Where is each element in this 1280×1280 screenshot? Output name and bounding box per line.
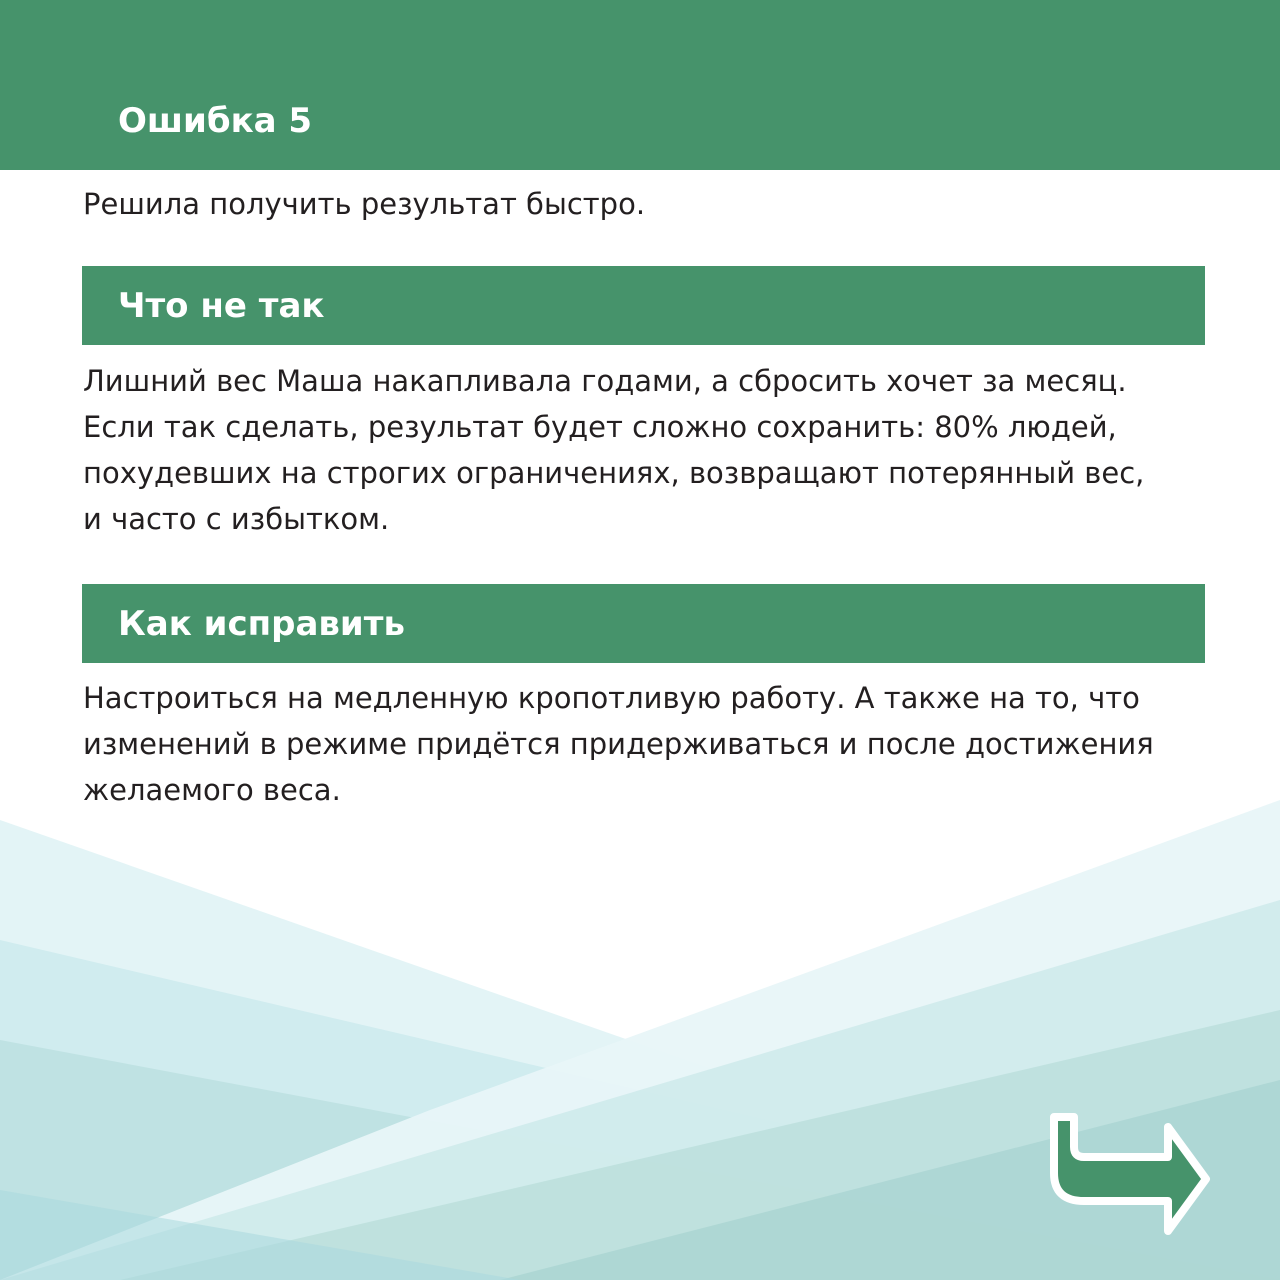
header-band — [0, 0, 1280, 170]
arrow-right-icon — [1036, 1105, 1226, 1250]
whats-wrong-heading-bar — [82, 266, 1205, 345]
how-to-fix-title: Как исправить — [118, 604, 405, 644]
whats-wrong-line: и часто с избытком. — [83, 502, 390, 536]
whats-wrong-line: Если так сделать, результат будет сложно сохранить: 80% людей, — [83, 410, 1117, 444]
how-to-fix-line: желаемого веса. — [83, 773, 341, 807]
how-to-fix-line: Настроиться на медленную кропотливую работу. А также на то, что — [83, 681, 1140, 715]
how-to-fix-body — [83, 675, 1154, 813]
whats-wrong-title: Что не так — [118, 286, 325, 326]
whats-wrong-line: Лишний вес Маша накапливала годами, а сбросить хочет за месяц. — [83, 364, 1127, 398]
whats-wrong-line: похудевших на строгих ограничениях, возвращают потерянный вес, — [83, 456, 1145, 490]
mistake-statement: Решила получить результат быстро. — [83, 187, 646, 221]
how-to-fix-heading-bar — [82, 584, 1205, 663]
page-title: Ошибка 5 — [118, 101, 313, 141]
next-button[interactable] — [1036, 1105, 1226, 1250]
whats-wrong-body — [83, 358, 1144, 542]
how-to-fix-line: изменений в режиме придётся придерживаться и после достижения — [83, 727, 1154, 761]
